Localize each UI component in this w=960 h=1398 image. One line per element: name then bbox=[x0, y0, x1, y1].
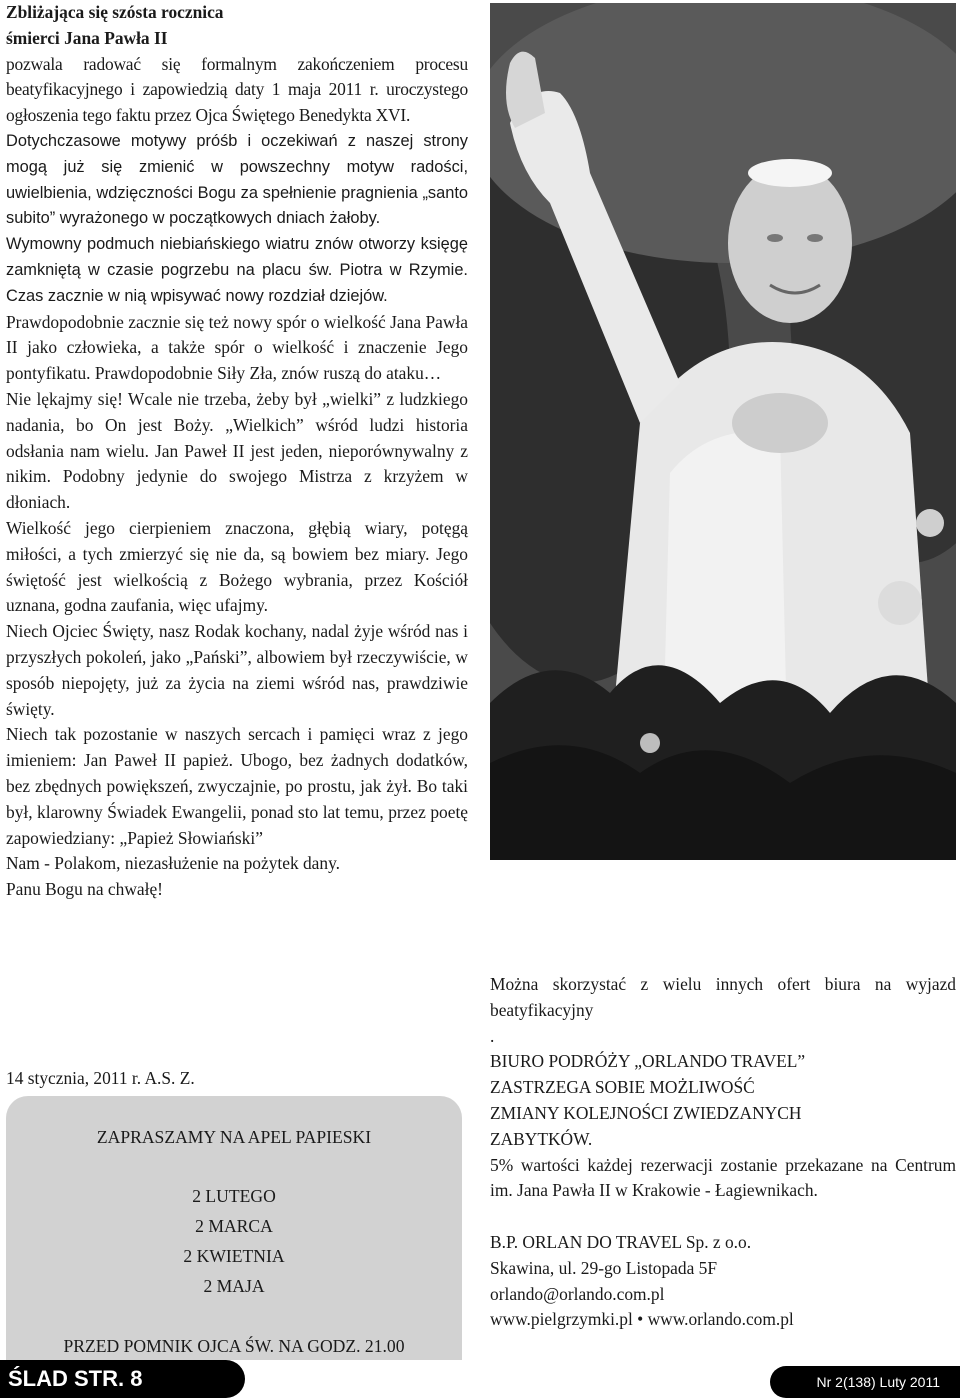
article-paragraph-9: Nam - Polakom, niezasłużenie na pożytek dany. bbox=[6, 853, 341, 874]
article-paragraph-6: Wielkość jego cierpieniem znaczona, głębią wiary, potęgą miłości, a tych zmierzyć się nie da, są bowiem bez miary. Jego świętość jest wielkością z Bożego wybrania, przez Kościół uznana, godna zaufania, więc ufajmy. bbox=[6, 517, 468, 616]
pope-photograph-illustration bbox=[490, 3, 956, 860]
travel-notice-line-4: ZABYTKÓW. bbox=[490, 1128, 593, 1149]
article-paragraph-5: Nie lękajmy się! Wcale nie trzeba, żeby był „wielki” z ludzkiego nadania, bo On jest Boży. „Wielkich” wśród ludzi historia odsłania nam wielu. Jan Paweł II jest jeden, nieporównywalny z nikim. Podobny jedynie do swojego Mistrza z krzyżem w dłoniach. bbox=[6, 388, 468, 513]
apel-date: 2 LUTEGO bbox=[192, 1186, 276, 1206]
apel-dates-list bbox=[6, 1181, 462, 1301]
travel-notice-line-3: ZMIANY KOLEJNOŚCI ZWIEDZANYCH bbox=[490, 1102, 802, 1123]
apel-title: ZAPRASZAMY NA APEL PAPIESKI bbox=[96, 1127, 372, 1147]
travel-info-column bbox=[490, 972, 956, 1333]
travel-email: orlando@orlando.com.pl bbox=[490, 1283, 665, 1304]
apel-location-time: PRZED POMNIK OJCA ŚW. NA GODZ. 21.00 bbox=[63, 1336, 405, 1356]
travel-donation: 5% wartości każdej rezerwacji zostanie przekazane na Centrum im. Jana Pawła II w Krakowie - Łagiewnikach. bbox=[490, 1154, 956, 1201]
travel-dot: . bbox=[490, 1025, 495, 1046]
article-heading-line-2: śmierci Jana Pawła II bbox=[6, 27, 168, 48]
travel-address: Skawina, ul. 29-go Listopada 5F bbox=[490, 1257, 718, 1278]
article-paragraph-3: Wymowny podmuch niebiańskiego wiatru znów otworzy księgę zamkniętą w czasie pogrzebu na placu św. Piotra w Rzymie. Czas zacznie w nią wpisywać nowy rozdział dziejów. bbox=[6, 235, 468, 305]
article-paragraph-10: Panu Bogu na chwałę! bbox=[6, 879, 163, 900]
apel-announcement-box bbox=[6, 1096, 462, 1360]
apel-date: 2 MAJA bbox=[203, 1276, 265, 1296]
travel-websites: www.pielgrzymki.pl • www.orlando.com.pl bbox=[490, 1309, 794, 1330]
apel-date: 2 KWIETNIA bbox=[183, 1246, 285, 1266]
travel-notice-line-1: BIURO PODRÓŻY „ORLANDO TRAVEL” bbox=[490, 1051, 806, 1072]
article-column bbox=[6, 0, 468, 903]
spacer bbox=[490, 1204, 956, 1230]
article-paragraph-1: pozwala radować się formalnym zakończeniem procesu beatyfikacyjnego i zapowiedzią daty 1 maja 2011 r. uroczystego ogłoszenia tego faktu przez Ojca Świętego Benedykta XVI. bbox=[6, 53, 468, 126]
pope-photograph bbox=[490, 3, 956, 860]
article-paragraph-7: Niech Ojciec Święty, nasz Rodak kochany, nadal żyje wśród nas i przyszłych pokoleń, jako „Pański”, albowiem był rzeczywiście, w sposób niepojęty, już za życia na ziemi wśród nas, prawdziwie święty. bbox=[6, 621, 468, 719]
travel-company: B.P. ORLAN DO TRAVEL Sp. z o.o. bbox=[490, 1231, 752, 1252]
travel-intro: Można skorzystać z wielu innych ofert biura na wyjazd beatyfikacyjny bbox=[490, 974, 956, 1020]
article-paragraph-2: Dotychczasowe motywy próśb i oczekiwań z naszej strony mogą już się zmienić w powszechny motyw radości, uwielbienia, wdzięczności Bogu za spełnienie pragnienia „santo subito” wyrażonego w początkowych dniach żałoby. bbox=[6, 131, 468, 228]
article-paragraph-4: Prawdopodobnie zacznie się też nowy spór o wielkość Jana Pawła II jako człowieka, a także spór o wielkość i znaczenie Jego pontyfikatu. Prawdopodobnie Siły Zła, znów ruszą do ataku… bbox=[6, 311, 468, 384]
travel-notice-line-2: ZASTRZEGA SOBIE MOŻLIWOŚĆ bbox=[490, 1077, 755, 1098]
page-footer bbox=[0, 1360, 960, 1398]
article-heading-line-1: Zbliżająca się szósta rocznica bbox=[6, 2, 224, 22]
apel-date: 2 MARCA bbox=[195, 1216, 273, 1236]
footer-issue-label: Nr 2(138) Luty 2011 bbox=[770, 1366, 960, 1398]
footer-page-label: ŚLAD STR. 8 bbox=[0, 1360, 245, 1398]
article-paragraph-8: Niech tak pozostanie w naszych sercach i pamięci wraz z jego imieniem: Jan Paweł II papież. Ubogo, bez żadnych dodatków, bez zbędnych powiększeń, zwyczajnie, po prostu, jak żył. Bo taki był, klarowny Świadek Ewangelii, ponad sto lat temu, przez poetę zapowiedziany: „Papież Słowiański” bbox=[6, 724, 468, 848]
article-date-signature: 14 stycznia, 2011 r. A.S. Z. bbox=[6, 1068, 195, 1088]
